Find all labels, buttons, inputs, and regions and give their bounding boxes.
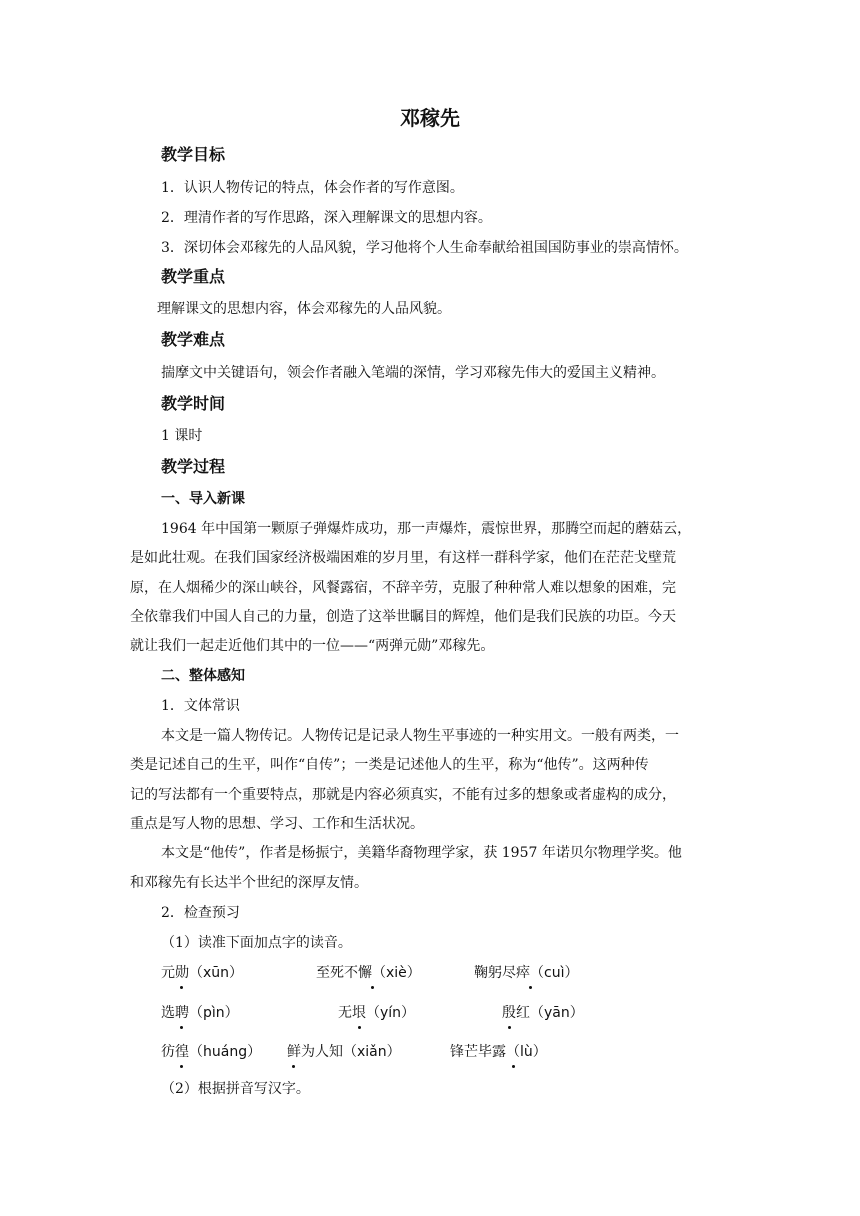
intro-line: 全依靠我们中国人自己的力量，创造了这举世瞩目的辉煌，他们是我们民族的功臣。今天 xyxy=(130,609,676,625)
vocab-pinyin: （xūn） xyxy=(189,965,244,981)
genre-line: 本文是一篇人物传记。人物传记是记录人物生平事迹的一种实用文。一般有两类，一 xyxy=(161,728,679,744)
section-overview-heading: 二、整体感知 xyxy=(161,668,245,684)
vocab-pinyin: （yān） xyxy=(530,1005,584,1021)
vocab-pinyin: （huáng） xyxy=(189,1044,262,1060)
heading-key-points: 教学重点 xyxy=(161,267,226,286)
vocab-word xyxy=(161,1004,239,1022)
genre-line: 记的写法都有一个重要特点，那就是内容必须真实，不能有过多的想象或者虚构的成分， xyxy=(130,787,676,803)
vocab-text: 彷徨 xyxy=(161,1044,189,1060)
genre-line: 类是记述自己的生平，叫作“自传”；一类是记述他人的生平，称为“他传”。这两种传 xyxy=(130,757,649,773)
heading-difficulties: 教学难点 xyxy=(161,330,226,349)
author-line: 和邓稼先有长达半个世纪的深厚友情。 xyxy=(130,875,368,891)
vocab-pinyin: （cuì） xyxy=(530,965,579,981)
subsection-preview: 2．检查预习 xyxy=(161,905,240,921)
vocab-word xyxy=(316,964,421,982)
vocab-word xyxy=(474,964,578,982)
vocab-word xyxy=(450,1043,547,1061)
intro-line: 原，在人烟稀少的深山峡谷，风餐露宿，不辞辛劳，克服了种种常人难以想象的困难，完 xyxy=(130,580,676,596)
vocab-pinyin: （pìn） xyxy=(189,1005,239,1021)
vocab-pinyin: （yín） xyxy=(366,1005,416,1021)
emphasis-dot xyxy=(508,1026,511,1029)
vocab-text: 鲜为人知 xyxy=(287,1044,343,1060)
heading-objectives: 教学目标 xyxy=(161,145,226,164)
emphasis-dot xyxy=(529,986,532,989)
author-line: 本文是“他传”，作者是杨振宁，美籍华裔物理学家，获 1957 年诺贝尔物理学奖。他 xyxy=(161,845,682,861)
emphasis-dot xyxy=(180,1026,183,1029)
vocab-word xyxy=(502,1004,584,1022)
objective-item: 2．理清作者的写作思路，深入理解课文的思想内容。 xyxy=(161,210,492,226)
vocab-pinyin: （xiè） xyxy=(372,965,421,981)
vocab-word xyxy=(161,964,243,982)
vocab-text: 至死不懈 xyxy=(316,965,372,981)
difficulties-text: 揣摩文中关键语句，领会作者融入笔端的深情，学习邓稼先伟大的爱国主义精神。 xyxy=(161,365,665,381)
heading-time: 教学时间 xyxy=(161,394,226,413)
emphasis-dot xyxy=(180,986,183,989)
time-text: 1 课时 xyxy=(161,428,203,444)
subsection-genre: 1．文体常识 xyxy=(161,698,240,714)
key-points-text: 理解课文的思想内容，体会邓稼先的人品风貌。 xyxy=(157,301,451,317)
objective-item: 3．深切体会邓稼先的人品风貌，学习他将个人生命奉献给祖国国防事业的崇高情怀。 xyxy=(161,240,688,256)
vocab-text: 元勋 xyxy=(161,965,189,981)
intro-line: 1964 年中国第一颗原子弹爆炸成功，那一声爆炸，震惊世界，那腾空而起的蘑菇云， xyxy=(161,521,692,537)
emphasis-dot xyxy=(180,1065,183,1068)
vocab-pinyin: （xiǎn） xyxy=(343,1044,401,1060)
vocab-text: 无垠 xyxy=(338,1005,366,1021)
emphasis-dot xyxy=(512,1065,515,1068)
vocab-word xyxy=(161,1043,261,1061)
intro-line: 就让我们一起走近他们其中的一位——“两弹元勋”邓稼先。 xyxy=(130,638,495,654)
vocab-text: 殷红 xyxy=(502,1005,530,1021)
vocab-word xyxy=(338,1004,415,1022)
vocab-text: 鞠躬尽瘁 xyxy=(474,965,530,981)
page-title: 邓稼先 xyxy=(400,106,460,130)
vocab-word xyxy=(287,1043,401,1061)
vocab-text: 锋芒毕露 xyxy=(450,1044,506,1060)
section-intro-heading: 一、导入新课 xyxy=(161,491,245,507)
objective-item: 1．认识人物传记的特点，体会作者的写作意图。 xyxy=(161,180,464,196)
genre-line: 重点是写人物的思想、学习、工作和生活状况。 xyxy=(130,816,424,832)
heading-process: 教学过程 xyxy=(161,457,226,476)
emphasis-dot xyxy=(292,1065,295,1068)
vocab-pinyin: （lù） xyxy=(506,1044,547,1060)
intro-line: 是如此壮观。在我们国家经济极端困难的岁月里，有这样一群科学家，他们在茫茫戈壁荒 xyxy=(130,550,676,566)
emphasis-dot xyxy=(358,1026,361,1029)
vocab-text: 选聘 xyxy=(161,1005,189,1021)
emphasis-dot xyxy=(371,986,374,989)
question-1: （1）读准下面加点字的读音。 xyxy=(161,935,352,951)
question-2: （2）根据拼音写汉字。 xyxy=(161,1081,310,1097)
